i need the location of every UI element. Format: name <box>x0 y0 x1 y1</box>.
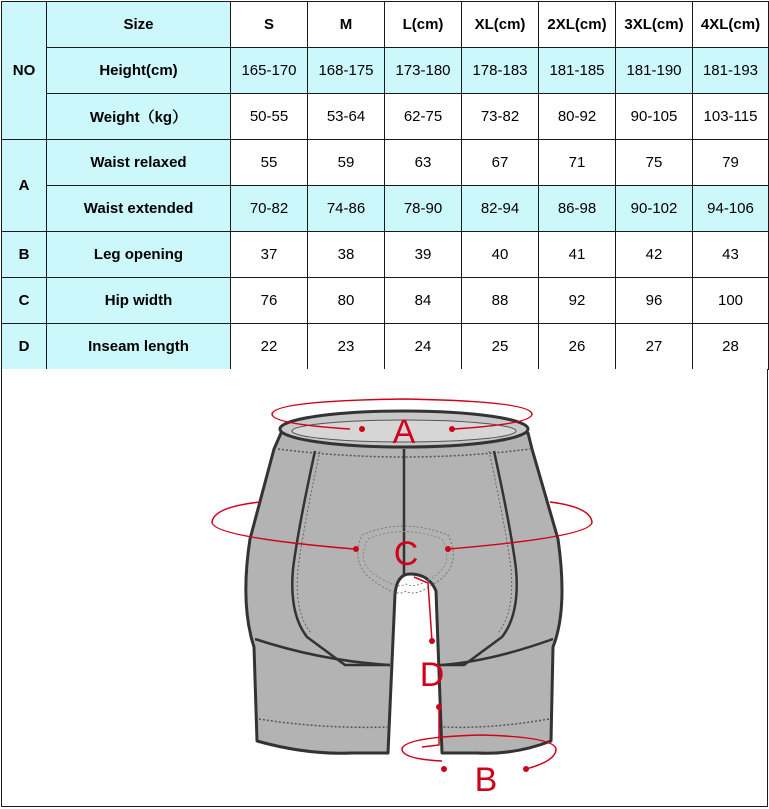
waist-measure-dot-right <box>449 426 455 432</box>
waist-measure-dot-left <box>359 426 365 432</box>
value-cell: 168-175 <box>308 48 385 94</box>
group-d-cell: D <box>2 324 47 370</box>
group-b-cell: B <box>2 232 47 278</box>
value-cell: 27 <box>616 324 693 370</box>
value-cell: 181-190 <box>616 48 693 94</box>
size-header-cell: S <box>231 2 308 48</box>
inseam-measure-dot-top <box>429 638 435 644</box>
value-cell: 74-86 <box>308 186 385 232</box>
diagram-panel <box>1 369 768 807</box>
value-cell: 39 <box>385 232 462 278</box>
group-a-cell: A <box>2 140 47 232</box>
inseam-measure-dot-bottom <box>436 704 442 710</box>
value-cell: 94-106 <box>693 186 769 232</box>
value-cell: 90-102 <box>616 186 693 232</box>
row-label-cell: Leg opening <box>47 232 231 278</box>
row-label-cell: Hip width <box>47 278 231 324</box>
hip-measure-dot-left <box>353 546 359 552</box>
value-cell: 37 <box>231 232 308 278</box>
value-cell: 165-170 <box>231 48 308 94</box>
value-cell: 42 <box>616 232 693 278</box>
value-cell: 181-193 <box>693 48 769 94</box>
leg-opening-row <box>2 232 769 278</box>
marker-b: B <box>474 761 498 799</box>
group-c-cell: C <box>2 278 47 324</box>
value-cell: 173-180 <box>385 48 462 94</box>
weight-row <box>2 94 769 140</box>
value-cell: 22 <box>231 324 308 370</box>
value-cell: 84 <box>385 278 462 324</box>
row-label-cell: Inseam length <box>47 324 231 370</box>
value-cell: 26 <box>539 324 616 370</box>
row-label-cell: Height(cm) <box>47 48 231 94</box>
height-row <box>2 48 769 94</box>
value-cell: 50-55 <box>231 94 308 140</box>
leg-measure-dot-right <box>523 766 529 772</box>
value-cell: 43 <box>693 232 769 278</box>
value-cell: 41 <box>539 232 616 278</box>
hip-width-row <box>2 278 769 324</box>
value-cell: 23 <box>308 324 385 370</box>
value-cell: 62-75 <box>385 94 462 140</box>
leg-measure-dot-left <box>441 766 447 772</box>
size-header-cell: 4XL(cm) <box>693 2 769 48</box>
value-cell: 38 <box>308 232 385 278</box>
marker-d: D <box>419 656 445 694</box>
size-header-cell: XL(cm) <box>462 2 539 48</box>
value-cell: 181-185 <box>539 48 616 94</box>
value-cell: 82-94 <box>462 186 539 232</box>
inseam-measure-line-lower <box>422 707 439 747</box>
waist-relaxed-row <box>2 140 769 186</box>
waist-extended-row <box>2 186 769 232</box>
value-cell: 40 <box>462 232 539 278</box>
shorts-measurement-diagram <box>2 369 767 806</box>
value-cell: 55 <box>231 140 308 186</box>
value-cell: 73-82 <box>462 94 539 140</box>
value-cell: 25 <box>462 324 539 370</box>
row-label-cell: Waist extended <box>47 186 231 232</box>
size-header-cell: 2XL(cm) <box>539 2 616 48</box>
value-cell: 53-64 <box>308 94 385 140</box>
value-cell: 59 <box>308 140 385 186</box>
value-cell: 96 <box>616 278 693 324</box>
value-cell: 76 <box>231 278 308 324</box>
hip-measure-dot-right <box>445 546 451 552</box>
value-cell: 70-82 <box>231 186 308 232</box>
inseam-measure-line <box>414 577 432 641</box>
size-header-cell: 3XL(cm) <box>616 2 693 48</box>
value-cell: 80 <box>308 278 385 324</box>
value-cell: 103-115 <box>693 94 769 140</box>
value-cell: 28 <box>693 324 769 370</box>
size-table <box>1 1 769 370</box>
size-header-cell: M <box>308 2 385 48</box>
row-label-cell: Waist relaxed <box>47 140 231 186</box>
value-cell: 100 <box>693 278 769 324</box>
value-cell: 92 <box>539 278 616 324</box>
value-cell: 86-98 <box>539 186 616 232</box>
header-row <box>2 2 769 48</box>
value-cell: 79 <box>693 140 769 186</box>
value-cell: 90-105 <box>616 94 693 140</box>
value-cell: 178-183 <box>462 48 539 94</box>
size-label-cell: Size <box>47 2 231 48</box>
row-label-cell: Weight（kg） <box>47 94 231 140</box>
value-cell: 80-92 <box>539 94 616 140</box>
inseam-length-row <box>2 324 769 370</box>
value-cell: 88 <box>462 278 539 324</box>
value-cell: 67 <box>462 140 539 186</box>
marker-a: A <box>392 413 416 451</box>
value-cell: 75 <box>616 140 693 186</box>
group-no-cell: NO <box>2 2 47 140</box>
value-cell: 63 <box>385 140 462 186</box>
value-cell: 24 <box>385 324 462 370</box>
size-header-cell: L(cm) <box>385 2 462 48</box>
value-cell: 71 <box>539 140 616 186</box>
marker-c: C <box>393 535 419 573</box>
value-cell: 78-90 <box>385 186 462 232</box>
